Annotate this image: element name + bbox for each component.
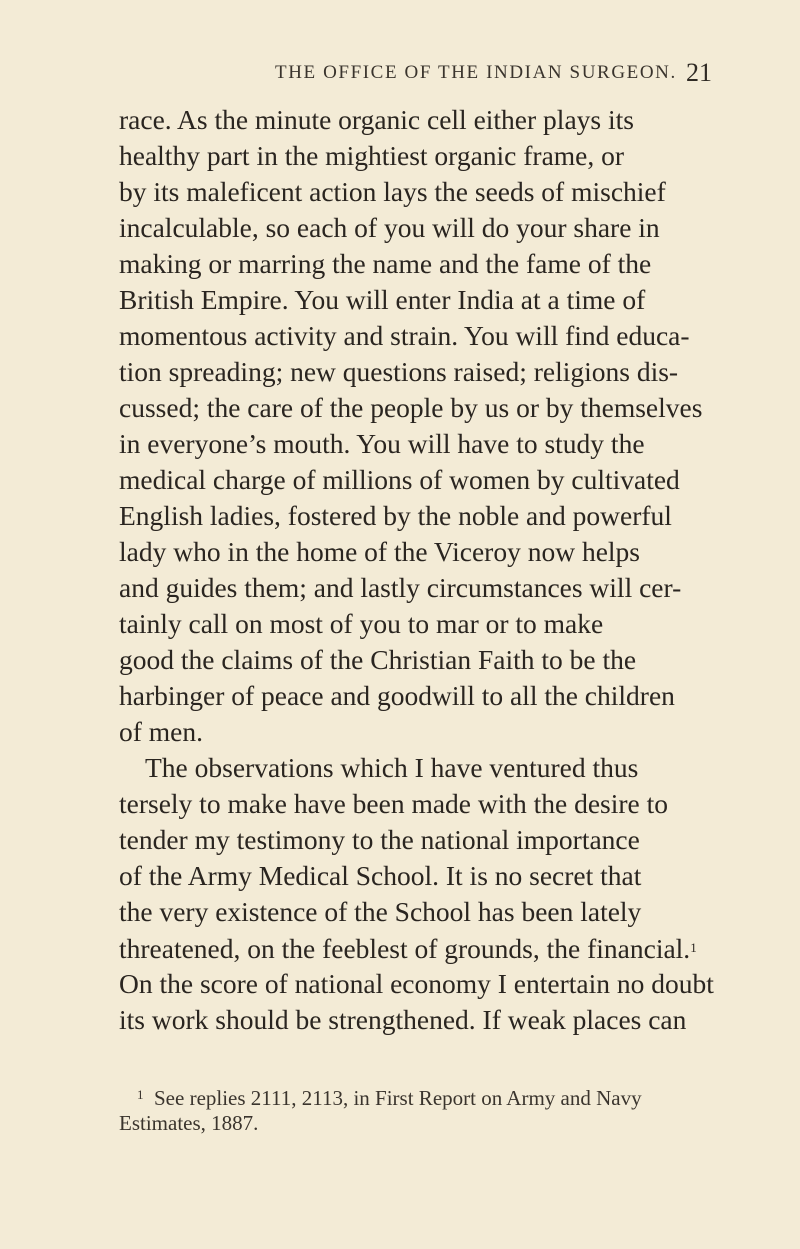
text-line: tersely to make have been made with the desire to <box>119 788 669 819</box>
text-line: lady who in the home of the Viceroy now helps <box>119 536 640 567</box>
text-line: good the claims of the Christian Faith to be the <box>119 644 637 675</box>
text-line: and guides them; and lastly circumstances will cer- <box>119 572 682 603</box>
text-line: race. As the minute organic cell either plays its <box>119 104 634 135</box>
text-line: making or marring the name and the fame of the <box>119 248 652 279</box>
text-line: On the score of national economy I entertain no doubt <box>119 968 714 999</box>
text-line: The observations which I have ventured thus <box>145 752 639 783</box>
text-line: momentous activity and strain. You will find educa- <box>119 320 690 351</box>
text-line: tender my testimony to the national importance <box>119 824 640 855</box>
text-line: English ladies, fostered by the noble and powerful <box>119 500 672 531</box>
footnote-reference: 1 <box>690 940 697 955</box>
text-line: its work should be strengthened. If weak places can <box>119 1004 687 1035</box>
text-line: in everyone’s mouth. You will have to study the <box>119 428 645 459</box>
text-line: incalculable, so each of you will do your share in <box>119 212 660 243</box>
text-line: by its maleficent action lays the seeds of mischief <box>119 176 666 207</box>
footnote-line <box>137 1081 642 1109</box>
text-line: healthy part in the mightiest organic frame, or <box>119 140 625 171</box>
text-line: cussed; the care of the people by us or by themselves <box>119 392 703 423</box>
text-line-content: threatened, on the feeblest of grounds, the financial. <box>119 933 691 964</box>
text-line: harbinger of peace and goodwill to all the children <box>119 680 675 711</box>
running-head <box>0 58 800 88</box>
text-line: of the Army Medical School. It is no secret that <box>119 860 642 891</box>
text-line: tion spreading; new questions raised; religions dis- <box>119 356 679 387</box>
footnote-marker: 1 <box>137 1087 144 1102</box>
text-line: tainly call on most of you to mar or to make <box>119 608 604 639</box>
text-line <box>119 930 697 966</box>
page-number: 21 <box>686 58 712 87</box>
text-line: of men. <box>119 716 204 747</box>
text-line: British Empire. You will enter India at a time of <box>119 284 646 315</box>
text-line: the very existence of the School has been lately <box>119 896 642 927</box>
running-title: THE OFFICE OF THE INDIAN SURGEON. <box>275 62 677 83</box>
footnote-text: See replies 2111, 2113, in First Report on Army and Navy <box>154 1086 642 1110</box>
footnote-line: Estimates, 1887. <box>119 1111 259 1135</box>
text-line: medical charge of millions of women by cultivated <box>119 464 680 495</box>
